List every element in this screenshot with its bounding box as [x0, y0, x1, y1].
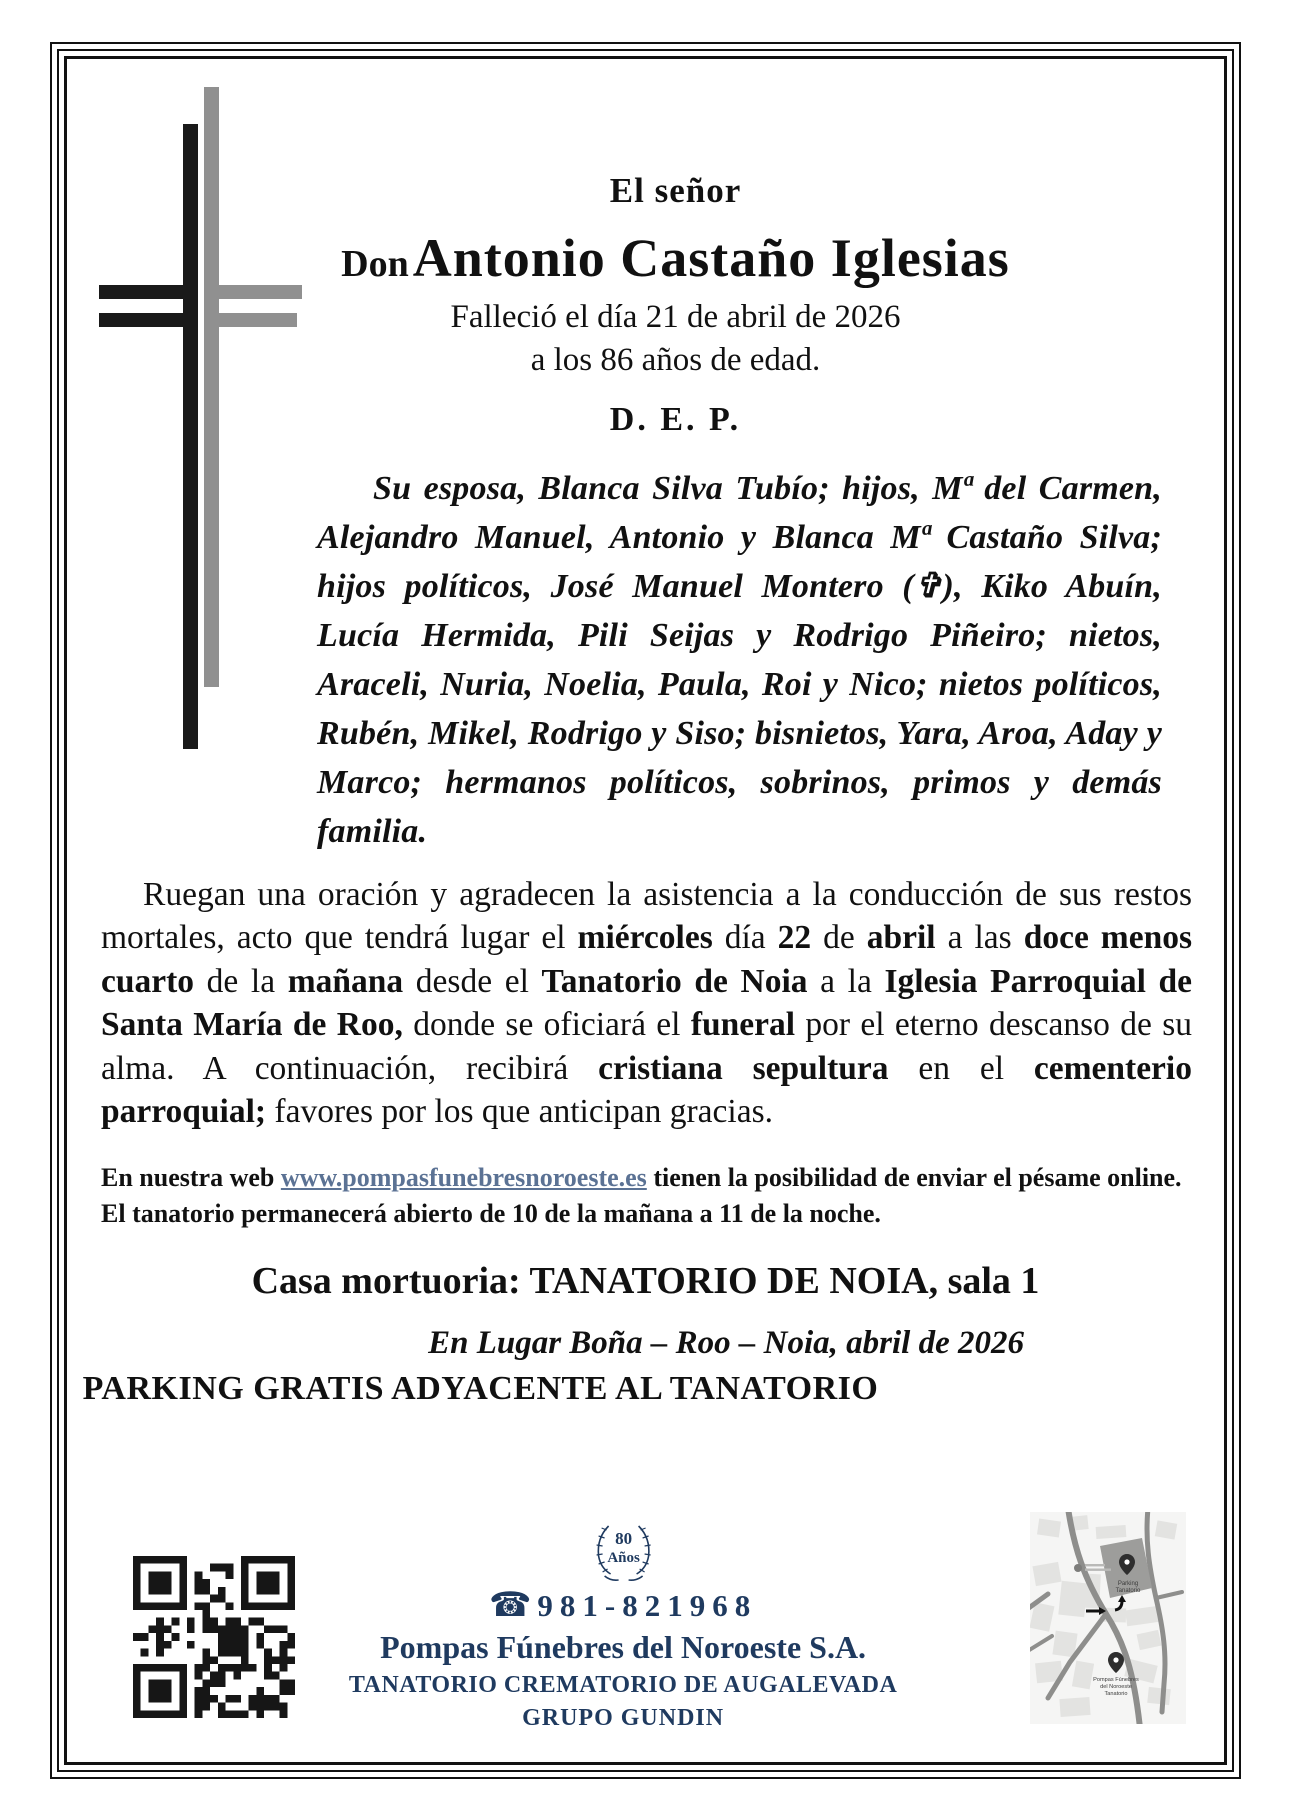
family-paragraph: Su esposa, Blanca Silva Tubío; hijos, Mª del Carmen, Alejandro Manuel, Antonio y Blanca Mª Castaño Silva; hijos políticos, José Manuel Montero (✞), Kiko Abuín, Lucía Hermida, Pili Seijas y Rodrigo Piñeiro; nietos, Araceli, Nuria, Noelia, Paula, Roi y Nico; nietos políticos, Rubén, Mikel, Rodrigo y Siso; bisnietos, Yara, Aroa, Aday y Marco; hermanos políticos, sobrinos, primos y demás familia. — [317, 470, 1162, 850]
parking-notice-line: PARKING GRATIS ADYACENTE AL TANATORIO — [82, 1369, 879, 1407]
salutation: El señor — [609, 171, 742, 210]
phone-line — [343, 1586, 903, 1625]
phone-number: 981-821968 — [537, 1588, 758, 1623]
qr-code — [133, 1556, 295, 1718]
middle-border — [57, 49, 1234, 1772]
web-note-prefix: En nuestra web — [101, 1162, 281, 1192]
facility-name: TANATORIO CREMATORIO DE AUGALEVADA — [348, 1671, 898, 1698]
web-note-suffix: tienen la posibilidad de enviar el pésame online. — [646, 1162, 1182, 1192]
place-date-line: En Lugar Boña – Roo – Noia, abril de 2026 — [428, 1324, 1024, 1361]
memorial-cross-icon — [99, 87, 304, 752]
funeral-home-block — [343, 1518, 903, 1733]
deceased-name: Antonio Castaño Iglesias — [412, 228, 1010, 288]
parking-label-line1: Parking — [1117, 1581, 1139, 1587]
dep-line: D. E. P. — [609, 401, 742, 438]
web-note — [101, 1160, 1192, 1233]
80-years-badge-icon — [584, 1518, 662, 1584]
title-prefix: Don — [341, 243, 409, 285]
footer-row — [83, 1518, 1208, 1750]
badge-80-text: 80 — [614, 1529, 632, 1548]
parking-label-line2: Tanatorio — [1115, 1588, 1141, 1594]
mortuary-house-line: Casa mortuoria: TANATORIO DE NOIA, sala 1 — [251, 1259, 1040, 1302]
tanatorio-label-line1: Pompas Fúnebres — [1093, 1677, 1139, 1683]
badge-anos-text: Años — [606, 1550, 640, 1566]
announcement-paragraph: Ruegan una oración y agradecen la asistencia a la conducción de sus restos mortales, acto que tendrá lugar el miércoles día 22 de abril a las doce menos cuarto de la mañana desde el Tanatorio de Noia a la Iglesia Parroquial de Santa María de Roo, donde se oficiará el funeral por el eterno descanso de su alma. A continuación, recibirá cristiana sepultura en el cementerio parroquial; favores por los que anticipan gracias. — [101, 875, 1193, 1131]
condolence-website-link[interactable]: www.pompasfunebresnoroeste.es — [280, 1162, 647, 1192]
inner-border — [64, 56, 1227, 1765]
tanatorio-schedule-line: El tanatorio permanecerá abierto de 10 de la mañana a 11 de la noche. — [101, 1199, 881, 1229]
web-note-line1 — [101, 1160, 1192, 1196]
tanatorio-label-line3: Tanatorio — [1104, 1691, 1128, 1697]
company-name: Pompas Fúnebres del Noroeste S.A. — [380, 1629, 867, 1666]
outer-border — [50, 42, 1241, 1779]
death-age-line: a los 86 años de edad. — [530, 342, 821, 378]
location-map — [1030, 1512, 1186, 1724]
telephone-icon: ☎ — [489, 1585, 532, 1625]
tanatorio-label-line2: del Noroeste — [1100, 1684, 1132, 1690]
esquela-content — [67, 59, 1224, 1762]
group-name: GRUPO GUNDIN — [522, 1705, 725, 1732]
death-date-line: Falleció el día 21 de abril de 2026 — [450, 299, 901, 335]
